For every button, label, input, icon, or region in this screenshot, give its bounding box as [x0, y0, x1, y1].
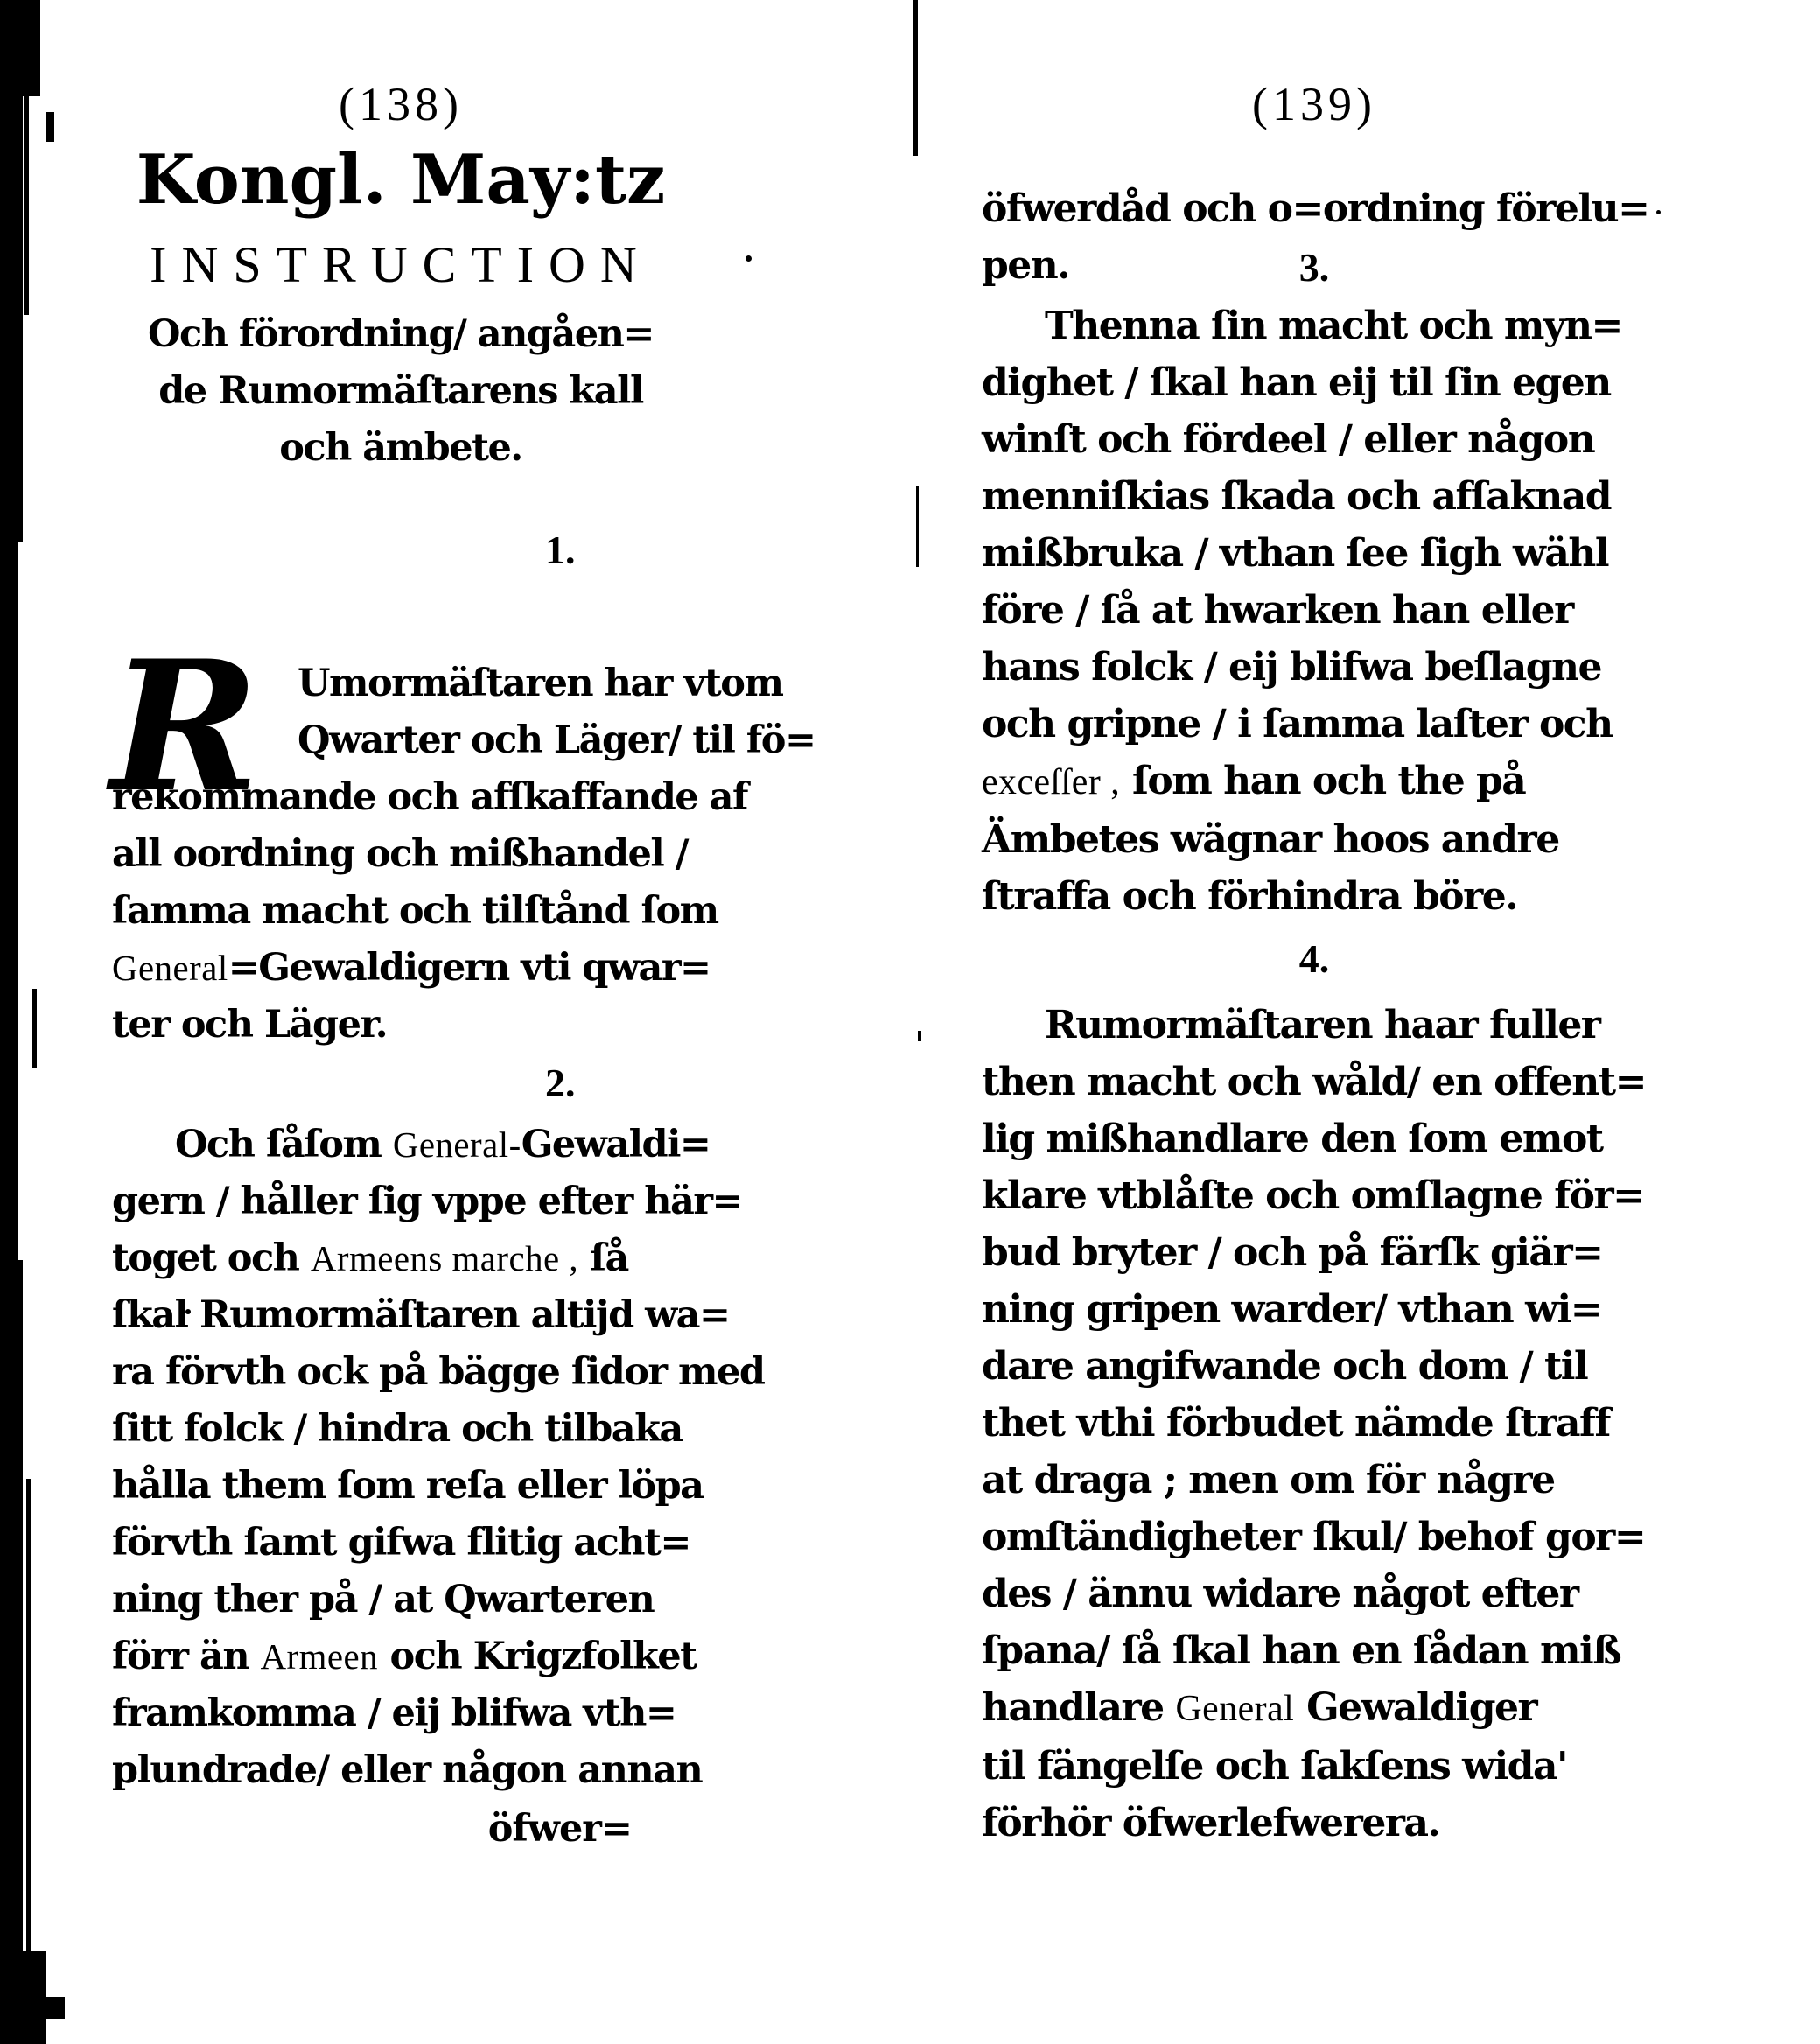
fraktur-type-segment: förvth ſamt gifwa flitig acht= [112, 1521, 690, 1564]
page-138 [110, 77, 816, 1858]
text-line [982, 354, 1647, 411]
text-line [112, 826, 690, 883]
paragraph-section-3 [982, 298, 1647, 925]
scan-speck [32, 989, 37, 1068]
scan-speck [746, 256, 752, 262]
fraktur-type-segment: til fängelſe och ſakſens wida' [982, 1744, 1567, 1788]
text-line [982, 298, 1647, 354]
subtitle [112, 306, 690, 477]
text-line [112, 306, 690, 363]
page-139 [982, 77, 1647, 1852]
paragraph-lines [982, 298, 1647, 925]
fraktur-type-segment: lig mißhandlare den ſom emot [982, 1116, 1603, 1161]
text-line [112, 363, 690, 420]
text-line [982, 1565, 1647, 1622]
fraktur-type-segment: ning gripen warder/ vthan wi= [982, 1287, 1602, 1332]
text-line [112, 1685, 690, 1742]
text-line [112, 1344, 765, 1401]
fraktur-type-segment: omſtändigheter ſkul/ behof gor= [982, 1515, 1646, 1559]
fraktur-type-segment: Och ſåſom [175, 1123, 393, 1166]
text-line [982, 1167, 1647, 1224]
text-line [982, 180, 1647, 237]
page-gutter-line [918, 1031, 921, 1041]
fraktur-type-segment: Gewaldi= [521, 1123, 710, 1166]
text-line [982, 696, 1647, 752]
fraktur-type-segment: ter och Läger. [112, 1003, 388, 1046]
text-line [112, 940, 710, 997]
paragraph-section-2 [112, 1116, 765, 1799]
fraktur-type-segment: at draga ; men om för någre [982, 1458, 1555, 1502]
text-line [112, 1515, 690, 1572]
text-line [982, 811, 1647, 868]
section-number-3: 3. [1298, 245, 1330, 290]
fraktur-type-segment: ſtraffa och förhindra böre. [982, 874, 1518, 919]
fraktur-type-segment: dare angifwande och dom / til [982, 1344, 1588, 1389]
section-number-4: 4. [1298, 936, 1330, 981]
fraktur-type-segment: Och förordning/ angåen= [148, 312, 654, 356]
page-number: (139) [1252, 78, 1376, 130]
fraktur-type-segment: hålla them ſom reſa eller löpa [112, 1464, 704, 1508]
text-line [112, 1458, 704, 1515]
paragraph-section-1 [110, 622, 816, 1054]
fraktur-type-segment: förhör öfwerlefwerera. [982, 1801, 1440, 1845]
text-line [982, 997, 1647, 1054]
fraktur-type-segment: toget och [112, 1236, 311, 1280]
dropcap-initial-R: R [110, 622, 255, 832]
paragraph-section-4 [982, 997, 1647, 1852]
fraktur-type-segment: ſpana/ ſå ſkal han en ſådan miß [982, 1628, 1621, 1673]
fraktur-type-segment: Ämbetes wägnar hoos andre [982, 817, 1559, 862]
roman-type-segment: General- [392, 1125, 522, 1165]
text-line [982, 1508, 1647, 1565]
text-line [112, 1742, 703, 1799]
page-number: (138) [339, 78, 463, 130]
text-line [982, 1679, 1647, 1738]
text-line [982, 582, 1647, 639]
fraktur-type-segment: och Krigzfolket [378, 1634, 696, 1678]
text-line [982, 1110, 1647, 1167]
fraktur-type-segment: ſitt folck / hindra och tilbaka [112, 1407, 682, 1451]
fraktur-type-segment: pen. [982, 243, 1070, 288]
fraktur-type-segment: ſkal Rumormäſtaren altijd wa= [112, 1293, 730, 1337]
text-line [112, 1230, 690, 1287]
fraktur-type-segment: plundrade/ eller någon annan [112, 1748, 703, 1792]
paragraph-lines [982, 997, 1647, 1852]
fraktur-type-segment: ra förvth ock på bägge ſidor med [112, 1350, 765, 1394]
fraktur-type-segment: winſt och fördeel / eller någon [982, 417, 1595, 462]
fraktur-type-segment: öfwerdåd och o=ordning förelu= [982, 186, 1649, 231]
binding-shadow [0, 0, 40, 96]
fraktur-type-segment: dighet / ſkal han eij til ſin egen [982, 360, 1611, 405]
fraktur-type-segment: Gewaldiger [1294, 1685, 1537, 1730]
text-line [982, 411, 1647, 468]
fraktur-type-segment: all oordning och mißhandel / [112, 832, 688, 876]
scan-speck [1656, 210, 1661, 214]
fraktur-type-segment: Rumormäſtaren haar fuller [1045, 1003, 1600, 1047]
text-line [112, 1173, 743, 1230]
fraktur-type-segment: och ämbete. [279, 426, 522, 470]
text-line [112, 1287, 730, 1344]
text-line [112, 1572, 690, 1628]
roman-type-segment: General [112, 948, 228, 988]
text-line [112, 420, 690, 477]
catchword: öfwer= [487, 1807, 632, 1851]
fraktur-type-segment: Qwarter och Läger/ til fö= [298, 718, 816, 762]
roman-type-segment: Armeens marche , [310, 1239, 579, 1278]
text-line [982, 1795, 1647, 1852]
text-line [982, 1622, 1647, 1679]
fraktur-type-segment: Thenna ſin macht och myn= [1045, 304, 1622, 348]
page-gutter-line [916, 486, 919, 567]
fraktur-type-segment: ſom han och the på [1120, 759, 1526, 803]
fraktur-type-segment: Umormäſtaren har vtom [298, 662, 783, 705]
fraktur-type-segment: ning ther på / at Qwarteren [112, 1578, 654, 1621]
text-line [982, 868, 1647, 925]
fraktur-type-segment: och gripne / i ſamma laſter och [982, 702, 1613, 746]
text-line [112, 997, 690, 1054]
binding-shadow [0, 0, 12, 2044]
page-title-instruction: INSTRUCTION [150, 236, 652, 293]
text-line [112, 1628, 696, 1685]
text-line [982, 752, 1647, 811]
text-line [982, 525, 1647, 582]
roman-type-segment: exceſſer , [982, 762, 1121, 802]
fraktur-type-segment: framkomma / eij blifwa vth= [112, 1691, 676, 1735]
fraktur-type-segment: hans folck / eij blifwa beſlagne [982, 645, 1601, 690]
fraktur-type-segment: rekommande och afſkaffande af [112, 775, 747, 819]
text-line [982, 1054, 1647, 1110]
fraktur-type-segment: menniſkias ſkada och afſaknad [982, 474, 1612, 519]
fraktur-type-segment: före / ſå at hwarken han eller [982, 588, 1573, 633]
text-line [112, 883, 718, 940]
page-title-fraktur: Kongl. May:tz [136, 140, 666, 220]
fraktur-type-segment: de Rumormäſtarens kall [158, 369, 643, 413]
roman-type-segment: Armeen [260, 1637, 379, 1676]
fraktur-type-segment: ſå [578, 1236, 628, 1280]
scan-speck [38, 1997, 65, 2020]
fraktur-type-segment: bud bryter / och på färſk giär= [982, 1230, 1603, 1275]
section-number-1: 1. [545, 528, 576, 572]
text-line [982, 1224, 1647, 1281]
text-line [982, 1338, 1647, 1395]
fraktur-type-segment: klare vtblåſte och omſlagne för= [982, 1173, 1644, 1218]
text-line [982, 1281, 1647, 1338]
text-line [982, 1738, 1647, 1795]
fraktur-type-segment: gern / håller ſig vppe efter här= [112, 1180, 743, 1223]
fraktur-type-segment: thet vthi förbudet nämde ſtraff [982, 1401, 1610, 1446]
binding-shadow [12, 542, 18, 1260]
section-number-2: 2. [545, 1060, 576, 1105]
text-line [982, 468, 1647, 525]
page-gutter-line [914, 0, 918, 156]
fraktur-type-segment: =Gewaldigern vti qwar= [228, 946, 710, 990]
text-line [982, 1395, 1647, 1452]
fraktur-type-segment: handlare [982, 1685, 1176, 1730]
scan-speck [46, 112, 54, 142]
fraktur-type-segment: des / ännu widare något efter [982, 1572, 1578, 1616]
fraktur-type-segment: förr än [112, 1634, 261, 1678]
text-line [112, 1401, 690, 1458]
roman-type-segment: General [1175, 1689, 1295, 1729]
fraktur-type-segment: mißbruka / vthan ſee ſigh wähl [982, 531, 1609, 576]
text-line [112, 1116, 710, 1173]
binding-shadow [11, 1260, 23, 2044]
text-line [982, 1452, 1647, 1508]
text-line [982, 639, 1647, 696]
paragraph-lines [112, 1116, 765, 1799]
fraktur-type-segment: then macht och wåld/ en offent= [982, 1060, 1646, 1104]
binding-shadow [26, 1479, 31, 1969]
fraktur-type-segment: ſamma macht och tilſtånd ſom [112, 889, 718, 933]
